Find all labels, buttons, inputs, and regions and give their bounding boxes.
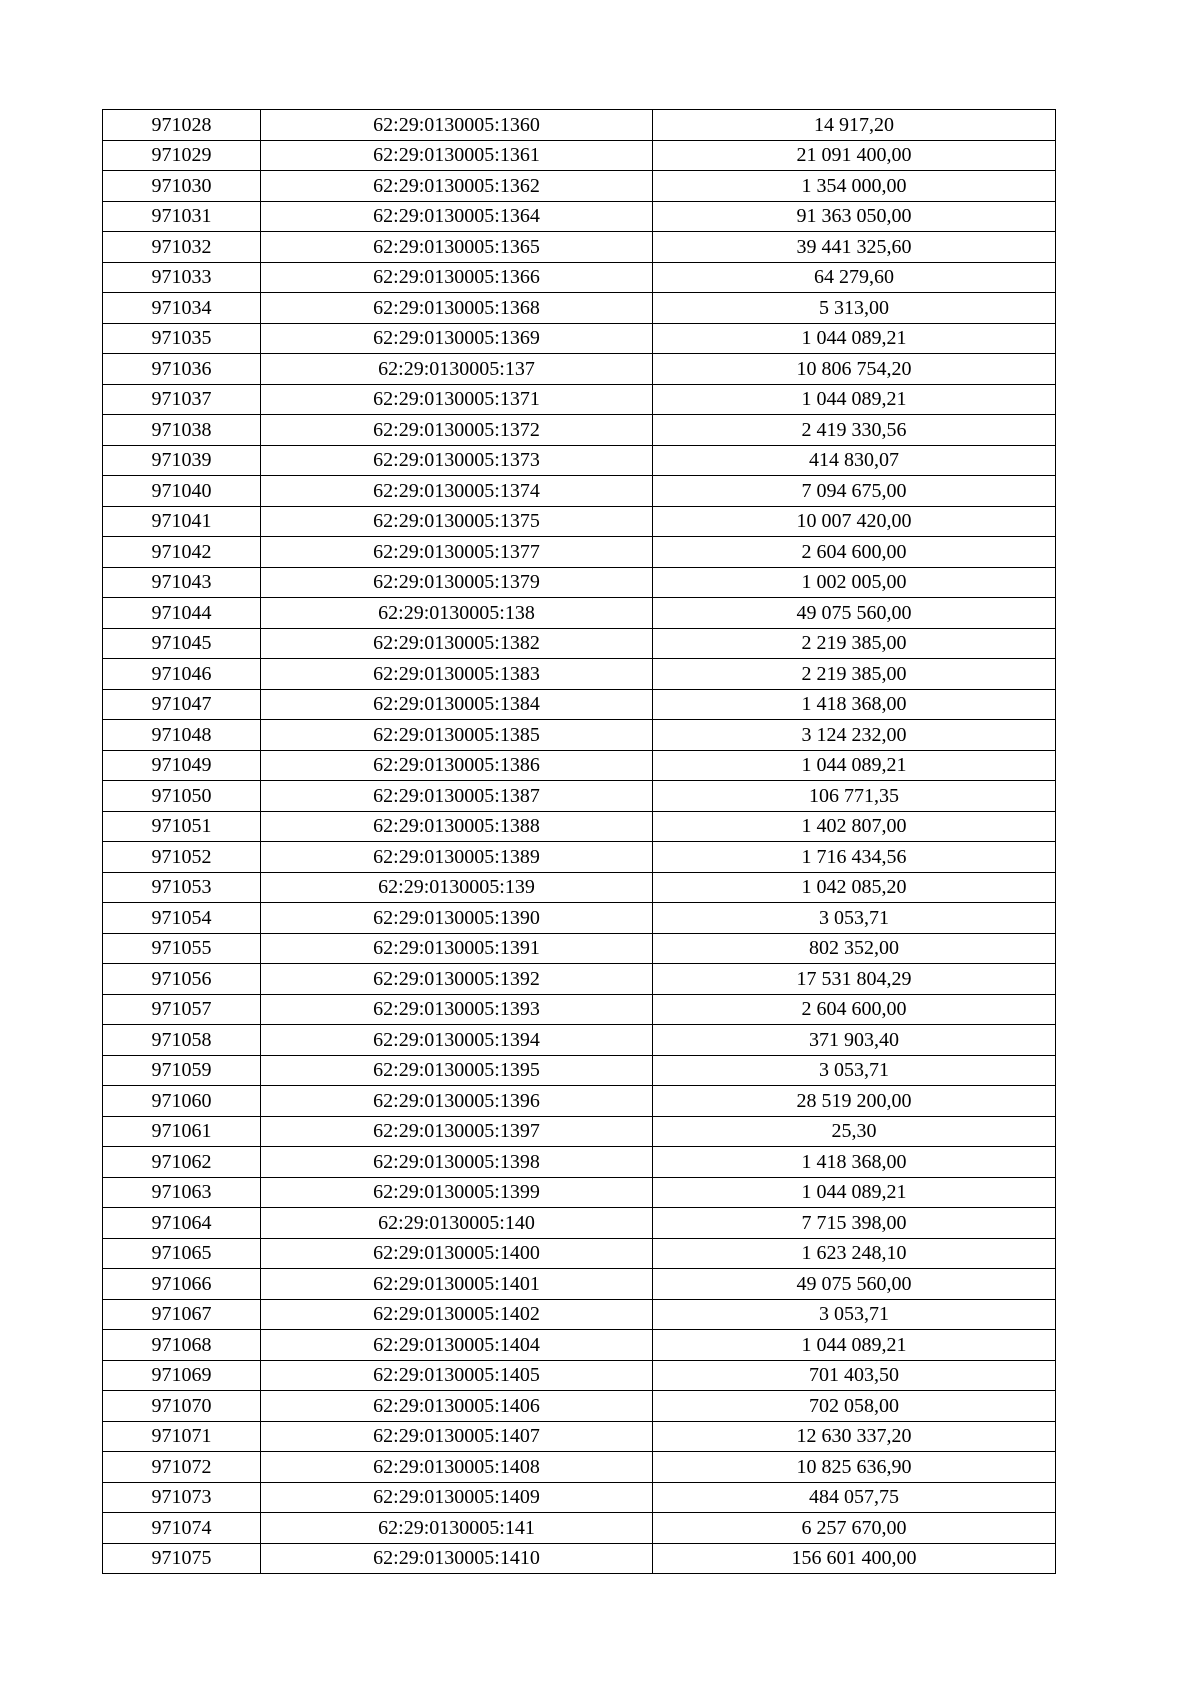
row-number-cell: 971067 bbox=[103, 1299, 261, 1330]
table-row bbox=[103, 1360, 1056, 1391]
row-number-cell: 971034 bbox=[103, 293, 261, 324]
table-row bbox=[103, 567, 1056, 598]
cadastral-value-cell: 701 403,50 bbox=[653, 1360, 1056, 1391]
cadastral-value-cell: 2 604 600,00 bbox=[653, 994, 1056, 1025]
row-number-cell: 971051 bbox=[103, 811, 261, 842]
cadastral-number-cell: 62:29:0130005:139 bbox=[261, 872, 653, 903]
cadastral-value-cell: 10 007 420,00 bbox=[653, 506, 1056, 537]
row-number-cell: 971065 bbox=[103, 1238, 261, 1269]
table-row bbox=[103, 445, 1056, 476]
cadastral-number-cell: 62:29:0130005:1398 bbox=[261, 1147, 653, 1178]
table-row bbox=[103, 354, 1056, 385]
cadastral-value-cell: 6 257 670,00 bbox=[653, 1513, 1056, 1544]
cadastral-value-cell: 1 418 368,00 bbox=[653, 1147, 1056, 1178]
table-row bbox=[103, 1543, 1056, 1574]
row-number-cell: 971045 bbox=[103, 628, 261, 659]
cadastral-number-cell: 62:29:0130005:1374 bbox=[261, 476, 653, 507]
cadastral-value-cell: 1 418 368,00 bbox=[653, 689, 1056, 720]
row-number-cell: 971036 bbox=[103, 354, 261, 385]
cadastral-number-cell: 62:29:0130005:1361 bbox=[261, 140, 653, 171]
cadastral-value-cell: 2 219 385,00 bbox=[653, 659, 1056, 690]
cadastral-value-cell: 3 124 232,00 bbox=[653, 720, 1056, 751]
row-number-cell: 971075 bbox=[103, 1543, 261, 1574]
table-row bbox=[103, 1025, 1056, 1056]
row-number-cell: 971058 bbox=[103, 1025, 261, 1056]
cadastral-value-cell: 3 053,71 bbox=[653, 1055, 1056, 1086]
table-row bbox=[103, 1116, 1056, 1147]
cadastral-value-cell: 5 313,00 bbox=[653, 293, 1056, 324]
table-row bbox=[103, 1269, 1056, 1300]
cadastral-number-cell: 62:29:0130005:1394 bbox=[261, 1025, 653, 1056]
table-row bbox=[103, 903, 1056, 934]
row-number-cell: 971060 bbox=[103, 1086, 261, 1117]
row-number-cell: 971068 bbox=[103, 1330, 261, 1361]
cadastral-value-cell: 1 044 089,21 bbox=[653, 323, 1056, 354]
row-number-cell: 971071 bbox=[103, 1421, 261, 1452]
cadastral-value-cell: 10 825 636,90 bbox=[653, 1452, 1056, 1483]
table-row bbox=[103, 293, 1056, 324]
cadastral-value-cell: 802 352,00 bbox=[653, 933, 1056, 964]
table-row bbox=[103, 1238, 1056, 1269]
row-number-cell: 971057 bbox=[103, 994, 261, 1025]
cadastral-number-cell: 62:29:0130005:1389 bbox=[261, 842, 653, 873]
cadastral-value-cell: 1 002 005,00 bbox=[653, 567, 1056, 598]
cadastral-number-cell: 62:29:0130005:1391 bbox=[261, 933, 653, 964]
cadastral-number-cell: 62:29:0130005:1371 bbox=[261, 384, 653, 415]
cadastral-value-cell: 12 630 337,20 bbox=[653, 1421, 1056, 1452]
table-row bbox=[103, 1299, 1056, 1330]
row-number-cell: 971038 bbox=[103, 415, 261, 446]
cadastral-number-cell: 62:29:0130005:1369 bbox=[261, 323, 653, 354]
table-row bbox=[103, 323, 1056, 354]
row-number-cell: 971043 bbox=[103, 567, 261, 598]
cadastral-number-cell: 62:29:0130005:1402 bbox=[261, 1299, 653, 1330]
cadastral-number-cell: 62:29:0130005:1409 bbox=[261, 1482, 653, 1513]
row-number-cell: 971041 bbox=[103, 506, 261, 537]
table-row bbox=[103, 811, 1056, 842]
cadastral-number-cell: 62:29:0130005:1390 bbox=[261, 903, 653, 934]
cadastral-value-cell: 1 402 807,00 bbox=[653, 811, 1056, 842]
cadastral-value-cell: 1 044 089,21 bbox=[653, 750, 1056, 781]
cadastral-number-cell: 62:29:0130005:1384 bbox=[261, 689, 653, 720]
cadastral-value-cell: 2 219 385,00 bbox=[653, 628, 1056, 659]
cadastral-value-cell: 414 830,07 bbox=[653, 445, 1056, 476]
cadastral-value-cell: 14 917,20 bbox=[653, 110, 1056, 141]
row-number-cell: 971031 bbox=[103, 201, 261, 232]
row-number-cell: 971039 bbox=[103, 445, 261, 476]
cadastral-value-cell: 17 531 804,29 bbox=[653, 964, 1056, 995]
cadastral-number-cell: 62:29:0130005:1404 bbox=[261, 1330, 653, 1361]
cadastral-value-cell: 49 075 560,00 bbox=[653, 598, 1056, 629]
table-row bbox=[103, 537, 1056, 568]
row-number-cell: 971032 bbox=[103, 232, 261, 263]
cadastral-number-cell: 62:29:0130005:1382 bbox=[261, 628, 653, 659]
cadastral-number-cell: 62:29:0130005:1395 bbox=[261, 1055, 653, 1086]
cadastral-number-cell: 62:29:0130005:140 bbox=[261, 1208, 653, 1239]
table-row bbox=[103, 842, 1056, 873]
cadastral-number-cell: 62:29:0130005:137 bbox=[261, 354, 653, 385]
row-number-cell: 971053 bbox=[103, 872, 261, 903]
row-number-cell: 971055 bbox=[103, 933, 261, 964]
row-number-cell: 971074 bbox=[103, 1513, 261, 1544]
cadastral-number-cell: 62:29:0130005:1399 bbox=[261, 1177, 653, 1208]
row-number-cell: 971063 bbox=[103, 1177, 261, 1208]
cadastral-value-cell: 156 601 400,00 bbox=[653, 1543, 1056, 1574]
row-number-cell: 971028 bbox=[103, 110, 261, 141]
table-row bbox=[103, 872, 1056, 903]
cadastral-value-cell: 91 363 050,00 bbox=[653, 201, 1056, 232]
table-row bbox=[103, 415, 1056, 446]
row-number-cell: 971049 bbox=[103, 750, 261, 781]
row-number-cell: 971048 bbox=[103, 720, 261, 751]
cadastral-value-cell: 2 604 600,00 bbox=[653, 537, 1056, 568]
row-number-cell: 971030 bbox=[103, 171, 261, 202]
cadastral-number-cell: 62:29:0130005:1393 bbox=[261, 994, 653, 1025]
row-number-cell: 971037 bbox=[103, 384, 261, 415]
row-number-cell: 971047 bbox=[103, 689, 261, 720]
cadastral-number-cell: 62:29:0130005:1372 bbox=[261, 415, 653, 446]
cadastral-value-cell: 3 053,71 bbox=[653, 1299, 1056, 1330]
row-number-cell: 971044 bbox=[103, 598, 261, 629]
row-number-cell: 971073 bbox=[103, 1482, 261, 1513]
row-number-cell: 971072 bbox=[103, 1452, 261, 1483]
cadastral-number-cell: 62:29:0130005:1362 bbox=[261, 171, 653, 202]
row-number-cell: 971052 bbox=[103, 842, 261, 873]
cadastral-value-cell: 64 279,60 bbox=[653, 262, 1056, 293]
row-number-cell: 971066 bbox=[103, 1269, 261, 1300]
table-row bbox=[103, 1391, 1056, 1422]
table-row bbox=[103, 110, 1056, 141]
row-number-cell: 971046 bbox=[103, 659, 261, 690]
cadastral-value-cell: 28 519 200,00 bbox=[653, 1086, 1056, 1117]
row-number-cell: 971054 bbox=[103, 903, 261, 934]
cadastral-number-cell: 62:29:0130005:1387 bbox=[261, 781, 653, 812]
cadastral-number-cell: 62:29:0130005:138 bbox=[261, 598, 653, 629]
cadastral-value-cell: 7 715 398,00 bbox=[653, 1208, 1056, 1239]
cadastral-value-cell: 702 058,00 bbox=[653, 1391, 1056, 1422]
table-row bbox=[103, 1513, 1056, 1544]
table-row bbox=[103, 1330, 1056, 1361]
row-number-cell: 971069 bbox=[103, 1360, 261, 1391]
cadastral-number-cell: 62:29:0130005:1364 bbox=[261, 201, 653, 232]
table-row bbox=[103, 933, 1056, 964]
table-row bbox=[103, 140, 1056, 171]
cadastral-value-cell: 21 091 400,00 bbox=[653, 140, 1056, 171]
cadastral-number-cell: 62:29:0130005:1377 bbox=[261, 537, 653, 568]
row-number-cell: 971062 bbox=[103, 1147, 261, 1178]
table-row bbox=[103, 598, 1056, 629]
cadastral-number-cell: 62:29:0130005:1373 bbox=[261, 445, 653, 476]
row-number-cell: 971042 bbox=[103, 537, 261, 568]
cadastral-number-cell: 62:29:0130005:1407 bbox=[261, 1421, 653, 1452]
table-row bbox=[103, 1482, 1056, 1513]
row-number-cell: 971033 bbox=[103, 262, 261, 293]
cadastral-value-cell: 1 042 085,20 bbox=[653, 872, 1056, 903]
cadastral-number-cell: 62:29:0130005:1392 bbox=[261, 964, 653, 995]
cadastral-number-cell: 62:29:0130005:1405 bbox=[261, 1360, 653, 1391]
table-row bbox=[103, 262, 1056, 293]
table-row bbox=[103, 1147, 1056, 1178]
cadastral-value-cell: 106 771,35 bbox=[653, 781, 1056, 812]
table-row bbox=[103, 689, 1056, 720]
row-number-cell: 971056 bbox=[103, 964, 261, 995]
row-number-cell: 971050 bbox=[103, 781, 261, 812]
cadastral-value-cell: 25,30 bbox=[653, 1116, 1056, 1147]
table-row bbox=[103, 750, 1056, 781]
table-row bbox=[103, 1208, 1056, 1239]
cadastral-number-cell: 62:29:0130005:1401 bbox=[261, 1269, 653, 1300]
cadastral-number-cell: 62:29:0130005:1368 bbox=[261, 293, 653, 324]
cadastral-value-cell: 3 053,71 bbox=[653, 903, 1056, 934]
table-row bbox=[103, 659, 1056, 690]
cadastral-number-cell: 62:29:0130005:1400 bbox=[261, 1238, 653, 1269]
cadastral-number-cell: 62:29:0130005:1388 bbox=[261, 811, 653, 842]
table-row bbox=[103, 506, 1056, 537]
table-row bbox=[103, 1421, 1056, 1452]
cadastral-value-cell: 10 806 754,20 bbox=[653, 354, 1056, 385]
cadastral-value-cell: 1 044 089,21 bbox=[653, 1177, 1056, 1208]
cadastral-value-cell: 1 044 089,21 bbox=[653, 1330, 1056, 1361]
table-row bbox=[103, 476, 1056, 507]
cadastral-value-cell: 1 716 434,56 bbox=[653, 842, 1056, 873]
cadastral-number-cell: 62:29:0130005:1385 bbox=[261, 720, 653, 751]
row-number-cell: 971070 bbox=[103, 1391, 261, 1422]
cadastral-value-cell: 49 075 560,00 bbox=[653, 1269, 1056, 1300]
cadastral-value-cell: 484 057,75 bbox=[653, 1482, 1056, 1513]
table-row bbox=[103, 384, 1056, 415]
table-row bbox=[103, 781, 1056, 812]
row-number-cell: 971059 bbox=[103, 1055, 261, 1086]
table-row bbox=[103, 1452, 1056, 1483]
table-row bbox=[103, 1086, 1056, 1117]
cadastral-number-cell: 62:29:0130005:1397 bbox=[261, 1116, 653, 1147]
cadastral-value-cell: 39 441 325,60 bbox=[653, 232, 1056, 263]
cadastral-value-cell: 1 354 000,00 bbox=[653, 171, 1056, 202]
row-number-cell: 971035 bbox=[103, 323, 261, 354]
cadastral-number-cell: 62:29:0130005:1379 bbox=[261, 567, 653, 598]
row-number-cell: 971040 bbox=[103, 476, 261, 507]
table-body bbox=[103, 110, 1056, 1574]
cadastral-number-cell: 62:29:0130005:1383 bbox=[261, 659, 653, 690]
table-row bbox=[103, 720, 1056, 751]
cadastral-number-cell: 62:29:0130005:1408 bbox=[261, 1452, 653, 1483]
cadastral-number-cell: 62:29:0130005:1406 bbox=[261, 1391, 653, 1422]
table-row bbox=[103, 964, 1056, 995]
row-number-cell: 971029 bbox=[103, 140, 261, 171]
table-row bbox=[103, 1055, 1056, 1086]
table-row bbox=[103, 628, 1056, 659]
cadastral-value-table bbox=[102, 109, 1056, 1574]
table-row bbox=[103, 201, 1056, 232]
cadastral-value-cell: 1 044 089,21 bbox=[653, 384, 1056, 415]
table-row bbox=[103, 994, 1056, 1025]
cadastral-number-cell: 62:29:0130005:1366 bbox=[261, 262, 653, 293]
row-number-cell: 971061 bbox=[103, 1116, 261, 1147]
cadastral-number-cell: 62:29:0130005:1360 bbox=[261, 110, 653, 141]
cadastral-number-cell: 62:29:0130005:141 bbox=[261, 1513, 653, 1544]
row-number-cell: 971064 bbox=[103, 1208, 261, 1239]
cadastral-number-cell: 62:29:0130005:1375 bbox=[261, 506, 653, 537]
table-row bbox=[103, 232, 1056, 263]
cadastral-number-cell: 62:29:0130005:1410 bbox=[261, 1543, 653, 1574]
table-row bbox=[103, 171, 1056, 202]
cadastral-value-cell: 7 094 675,00 bbox=[653, 476, 1056, 507]
cadastral-number-cell: 62:29:0130005:1396 bbox=[261, 1086, 653, 1117]
cadastral-value-cell: 371 903,40 bbox=[653, 1025, 1056, 1056]
cadastral-value-cell: 1 623 248,10 bbox=[653, 1238, 1056, 1269]
table-row bbox=[103, 1177, 1056, 1208]
cadastral-value-cell: 2 419 330,56 bbox=[653, 415, 1056, 446]
cadastral-number-cell: 62:29:0130005:1386 bbox=[261, 750, 653, 781]
cadastral-number-cell: 62:29:0130005:1365 bbox=[261, 232, 653, 263]
